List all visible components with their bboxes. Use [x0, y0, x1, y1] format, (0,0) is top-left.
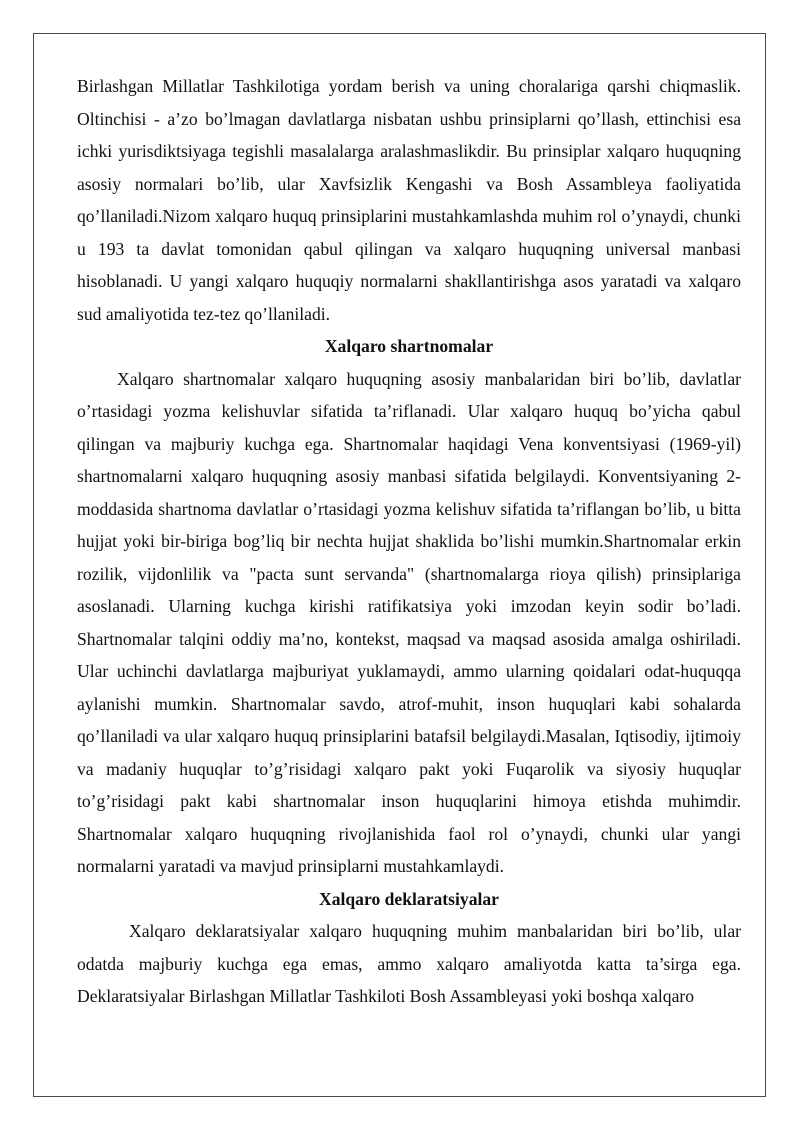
paragraph-international-declarations: Xalqaro deklaratsiyalar xalqaro huquqning muhim manbalaridan biri bo’lib, ular odatda majburiy kuchga ega emas, ammo xalqaro amaliyotda katta ta’sirga ega. Deklaratsiyalar Birlashgan Millatlar Tashkiloti Bosh Assambleyasi yoki boshqa xalqaro — [77, 921, 741, 1006]
heading-international-declarations: Xalqaro deklaratsiyalar — [318, 888, 499, 909]
document-body — [77, 70, 741, 1013]
paragraph-un-principles: Birlashgan Millatlar Tashkilotiga yordam berish va uning choralariga qarshi chiqmaslik. Oltinchisi - a’zo bo’lmagan davlatlarga nisbatan ushbu prinsiplarni qo’llash, ettinchisi esa ichki yurisdiktsiyaga tegishli masalalarga aralashmaslikdir. Bu prinsiplar xalqaro huquqning asosiy normalari bo’lib, ular Xavfsizlik Kengashi va Bosh Assambleya faoliyatida qo’llaniladi.Nizom xalqaro huquq prinsiplarini mustahkamlashda muhim rol o’ynaydi, chunki u 193 ta davlat tomonidan qabul qilingan va xalqaro huquqning universal manbasi hisoblanadi. U yangi xalqaro huquqiy normalarni shakllantirishga asos yaratadi va xalqaro sud amaliyotida tez-tez qo’llaniladi. — [77, 76, 741, 324]
paragraph-international-treaties: Xalqaro shartnomalar xalqaro huquqning asosiy manbalaridan biri bo’lib, davlatlar o’rtasidagi yozma kelishuvlar sifatida ta’riflanadi. Ular xalqaro huquq bo’yicha qabul qilingan va majburiy kuchga ega. Shartnomalar haqidagi Vena konventsiyasi (1969-yil) shartnomalarni xalqaro huquqning asosiy manbasi sifatida belgilaydi. Konventsiyaning 2-moddasida shartnoma davlatlar o’rtasidagi yozma kelishuv sifatida ta’riflangan bo’lib, u bitta hujjat yoki bir-biriga bog’liq bir nechta hujjat shaklida bo’lishi mumkin.Shartnomalar erkin rozilik, vijdonlilik va "pacta sunt servanda" (shartnomalarga rioya qilish) prinsiplariga asoslanadi. Ularning kuchga kirishi ratifikatsiya yoki imzodan keyin sodir bo’ladi. Shartnomalar talqini oddiy ma’no, kontekst, maqsad va maqsad asosida amalga oshiriladi. Ular uchinchi davlatlarga majburiyat yuklamaydi, ammo ularning qoidalari odat-huquqqa aylanishi mumkin. Shartnomalar savdo, atrof-muhit, inson huquqlari kabi sohalarda qo’llaniladi va ular xalqaro huquq prinsiplarini batafsil belgilaydi.Masalan, Iqtisodiy, ijtimoiy va madaniy huquqlar to’g’risidagi xalqaro pakt yoki Fuqarolik va siyosiy huquqlar to’g’risidagi pakt kabi shartnomalar inson huquqlarini himoya etishda muhimdir. Shartnomalar xalqaro huquqning rivojlanishida faol rol o’ynaydi, chunki ular yangi normalarni yaratadi va mavjud prinsiplarni mustahkamlaydi. — [77, 368, 741, 876]
heading-international-treaties: Xalqaro shartnomalar — [324, 336, 494, 356]
